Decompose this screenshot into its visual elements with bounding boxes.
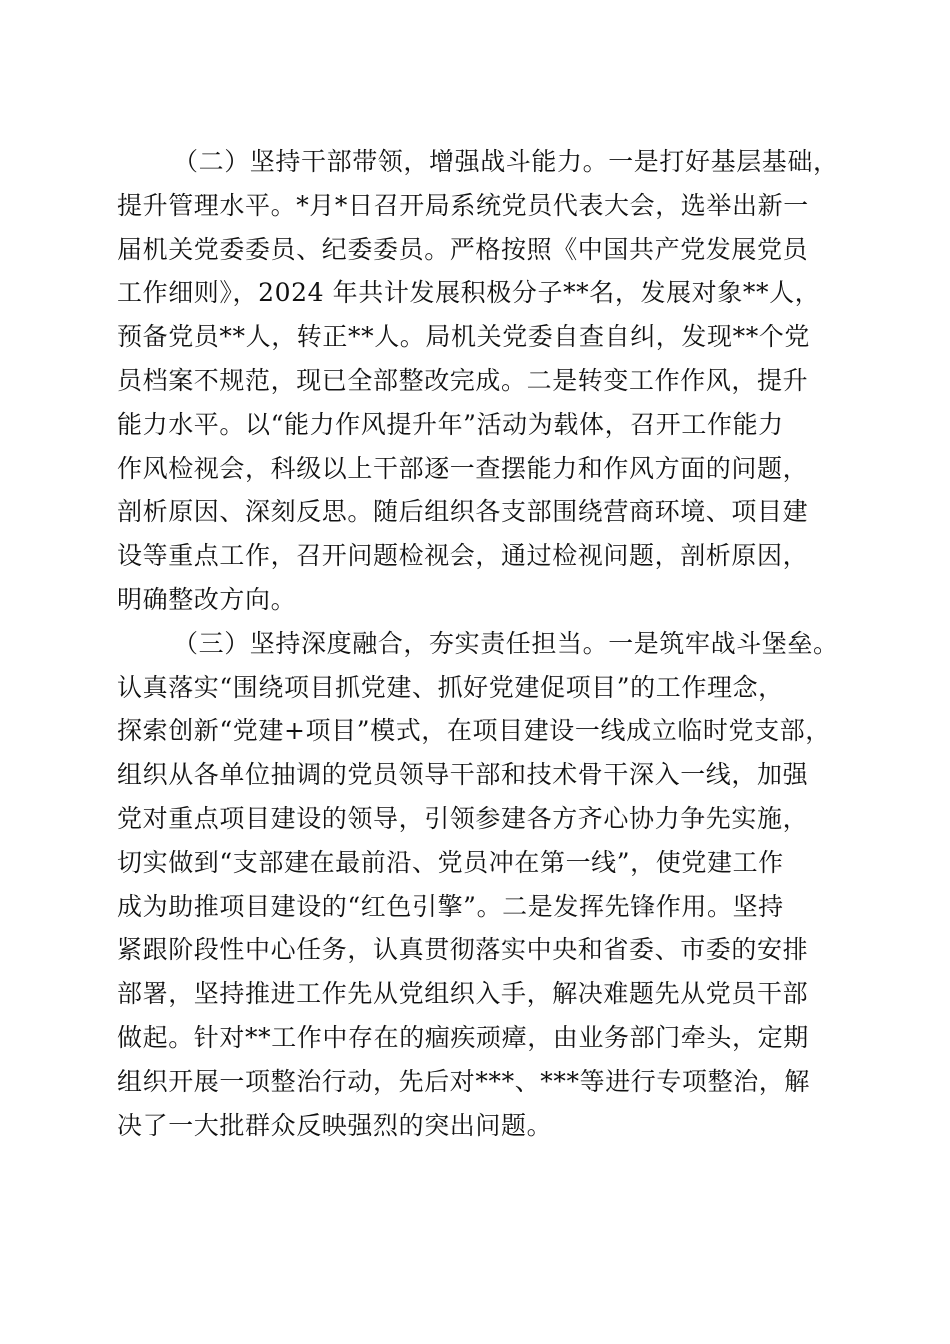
paragraph-line: 紧跟阶段性中心任务，认真贯彻落实中央和省委、市委的安排 (117, 935, 809, 965)
paragraph-line: 部署，坚持推进工作先从党组织入手，解决难题先从党员干部 (117, 979, 809, 1009)
paragraph-line: 作风检视会，科级以上干部逐一查摆能力和作风方面的问题， (117, 453, 809, 483)
paragraph-line: 员档案不规范，现已全部整改完成。二是转变工作作风，提升 (117, 365, 809, 395)
paragraph-line: 工作细则》，2024 年共计发展积极分子**名，发展对象**人， (117, 278, 821, 308)
paragraph-line: 探索创新“党建+项目”模式，在项目建设一线成立临时党支部， (117, 716, 831, 746)
paragraph-line: 成为助推项目建设的“红色引擎”。二是发挥先锋作用。坚持 (117, 891, 784, 921)
paragraph-line: 明确整改方向。 (117, 584, 297, 614)
paragraph-line: 能力水平。以“能力作风提升年”活动为载体，召开工作能力 (117, 409, 784, 439)
document-body (117, 140, 837, 1147)
paragraph-line: 党对重点项目建设的领导，引领参建各方齐心协力争先实施， (117, 803, 809, 833)
paragraph-line: 提升管理水平。*月*日召开局系统党员代表大会，选举出新一 (117, 190, 809, 220)
paragraph-line: 届机关党委委员、纪委委员。严格按照《中国共产党发展党员 (117, 234, 809, 264)
paragraph-line: （三）坚持深度融合，夯实责任担当。一是筑牢战斗堡垒。 (173, 628, 839, 658)
paragraph-line: 决了一大批群众反映强烈的突出问题。 (117, 1110, 553, 1140)
paragraph-line: 设等重点工作，召开问题检视会，通过检视问题，剖析原因， (117, 541, 809, 571)
paragraph-line: 预备党员**人，转正**人。局机关党委自查自纠，发现**个党 (117, 322, 811, 352)
paragraph-line: 切实做到“支部建在最前沿、党员冲在第一线”，使党建工作 (117, 847, 784, 877)
paragraph-line: 组织开展一项整治行动，先后对***、***等进行专项整治，解 (117, 1066, 811, 1096)
paragraph-section-2 (117, 140, 837, 622)
paragraph-line: 认真落实“围绕项目抓党建、抓好党建促项目”的工作理念， (117, 672, 784, 702)
paragraph-line: （二）坚持干部带领，增强战斗能力。一是打好基层基础， (173, 147, 839, 176)
paragraph-line: 做起。针对**工作中存在的痼疾顽瘴，由业务部门牵头，定期 (117, 1022, 809, 1052)
paragraph-line: 组织从各单位抽调的党员领导干部和技术骨干深入一线，加强 (117, 760, 809, 790)
paragraph-line: 剖析原因、深刻反思。随后组织各支部围绕营商环境、项目建 (117, 497, 809, 527)
paragraph-section-3 (117, 622, 837, 1148)
